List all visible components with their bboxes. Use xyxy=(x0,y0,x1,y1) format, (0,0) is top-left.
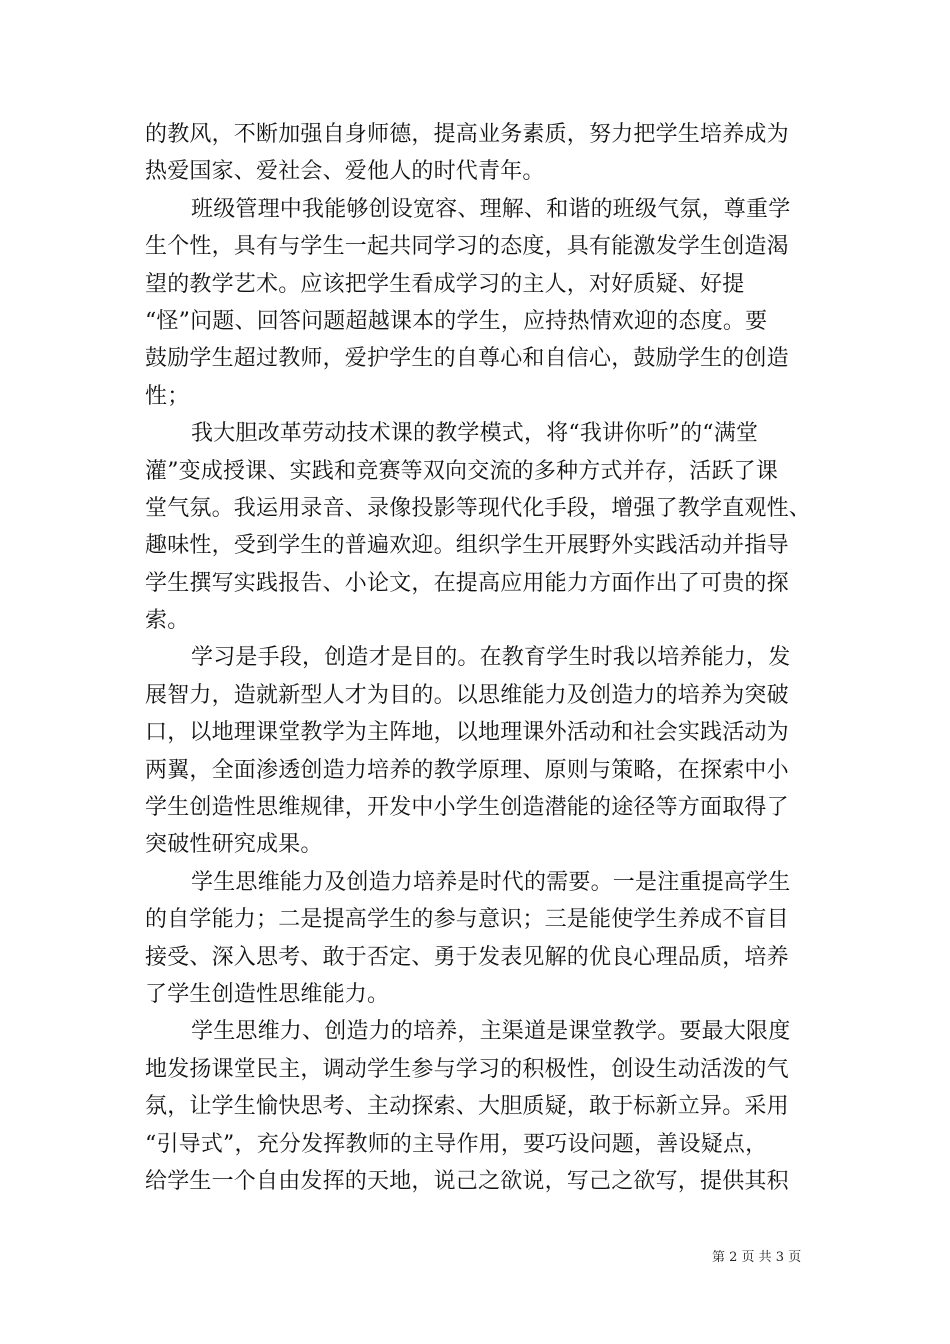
text-line: 氛，让学生愉快思考、主动探索、大胆质疑，敢于标新立异。采用 xyxy=(145,1094,789,1120)
text-line: 了学生创造性思维能力。 xyxy=(145,981,390,1007)
text-line: 堂气氛。我运用录音、录像投影等现代化手段，增强了教学直观性、 xyxy=(145,495,812,521)
text-line: 给学生一个自由发挥的天地，说己之欲说，写己之欲写，提供其积 xyxy=(145,1168,789,1194)
text-line: 学生撰写实践报告、小论文，在提高应用能力方面作出了可贵的探 xyxy=(145,570,789,596)
paragraph-first-line: 学生思维力、创造力的培养，主渠道是课堂教学。要最大限度 xyxy=(191,1019,791,1045)
text-line: 趣味性，受到学生的普遍欢迎。组织学生开展野外实践活动并指导 xyxy=(145,533,789,559)
text-line: 索。 xyxy=(145,608,190,634)
text-line: 展智力，造就新型人才为目的。以思维能力及创造力的培养为突破 xyxy=(145,682,789,708)
text-line: 热爱国家、爱社会、爱他人的时代青年。 xyxy=(145,159,545,185)
text-line: 的自学能力；二是提高学生的参与意识；三是能使学生养成不盲目 xyxy=(145,907,789,933)
text-line: 生个性，具有与学生一起共同学习的态度，具有能激发学生创造渴 xyxy=(145,234,789,260)
text-line: 望的教学艺术。应该把学生看成学习的主人，对好质疑、好提 xyxy=(145,271,745,297)
text-line: “怪”问题、回答问题超越课本的学生，应持热情欢迎的态度。要 xyxy=(145,308,768,334)
paragraph-first-line: 学习是手段，创造才是目的。在教育学生时我以培养能力，发 xyxy=(191,645,791,671)
text-line: 的教风，不断加强自身师德，提高业务素质，努力把学生培养成为 xyxy=(145,122,789,147)
text-line: 学生创造性思维规律，开发中小学生创造潜能的途径等方面取得了 xyxy=(145,795,789,821)
text-line: 性； xyxy=(145,383,190,409)
text-line: 接受、深入思考、敢于否定、勇于发表见解的优良心理品质，培养 xyxy=(145,944,789,970)
body-text xyxy=(145,116,812,1200)
paragraph-first-line: 学生思维能力及创造力培养是时代的需要。一是注重提高学生 xyxy=(191,869,791,895)
text-line: 鼓励学生超过教师，爱护学生的自尊心和自信心，鼓励学生的创造 xyxy=(145,346,789,372)
paragraph-first-line: 班级管理中我能够创设宽容、理解、和谐的班级气氛，尊重学 xyxy=(191,196,791,222)
text-line: 灌”变成授课、实践和竞赛等双向交流的多种方式并存，活跃了课 xyxy=(145,458,779,484)
page-number: 第 2 页 共 3 页 xyxy=(712,1250,802,1265)
text-line: 两翼，全面渗透创造力培养的教学原理、原则与策略，在探索中小 xyxy=(145,757,789,783)
text-line: 口，以地理课堂教学为主阵地，以地理课外活动和社会实践活动为 xyxy=(145,720,789,746)
text-line: 突破性研究成果。 xyxy=(145,832,323,858)
text-line: 地发扬课堂民主，调动学生参与学习的积极性，创设生动活泼的气 xyxy=(145,1056,789,1082)
paragraph-first-line: 我大胆改革劳动技术课的教学模式，将“我讲你听”的“满堂 xyxy=(191,421,759,447)
text-line: “引导式”，充分发挥教师的主导作用，要巧设问题，善设疑点， xyxy=(145,1131,768,1157)
